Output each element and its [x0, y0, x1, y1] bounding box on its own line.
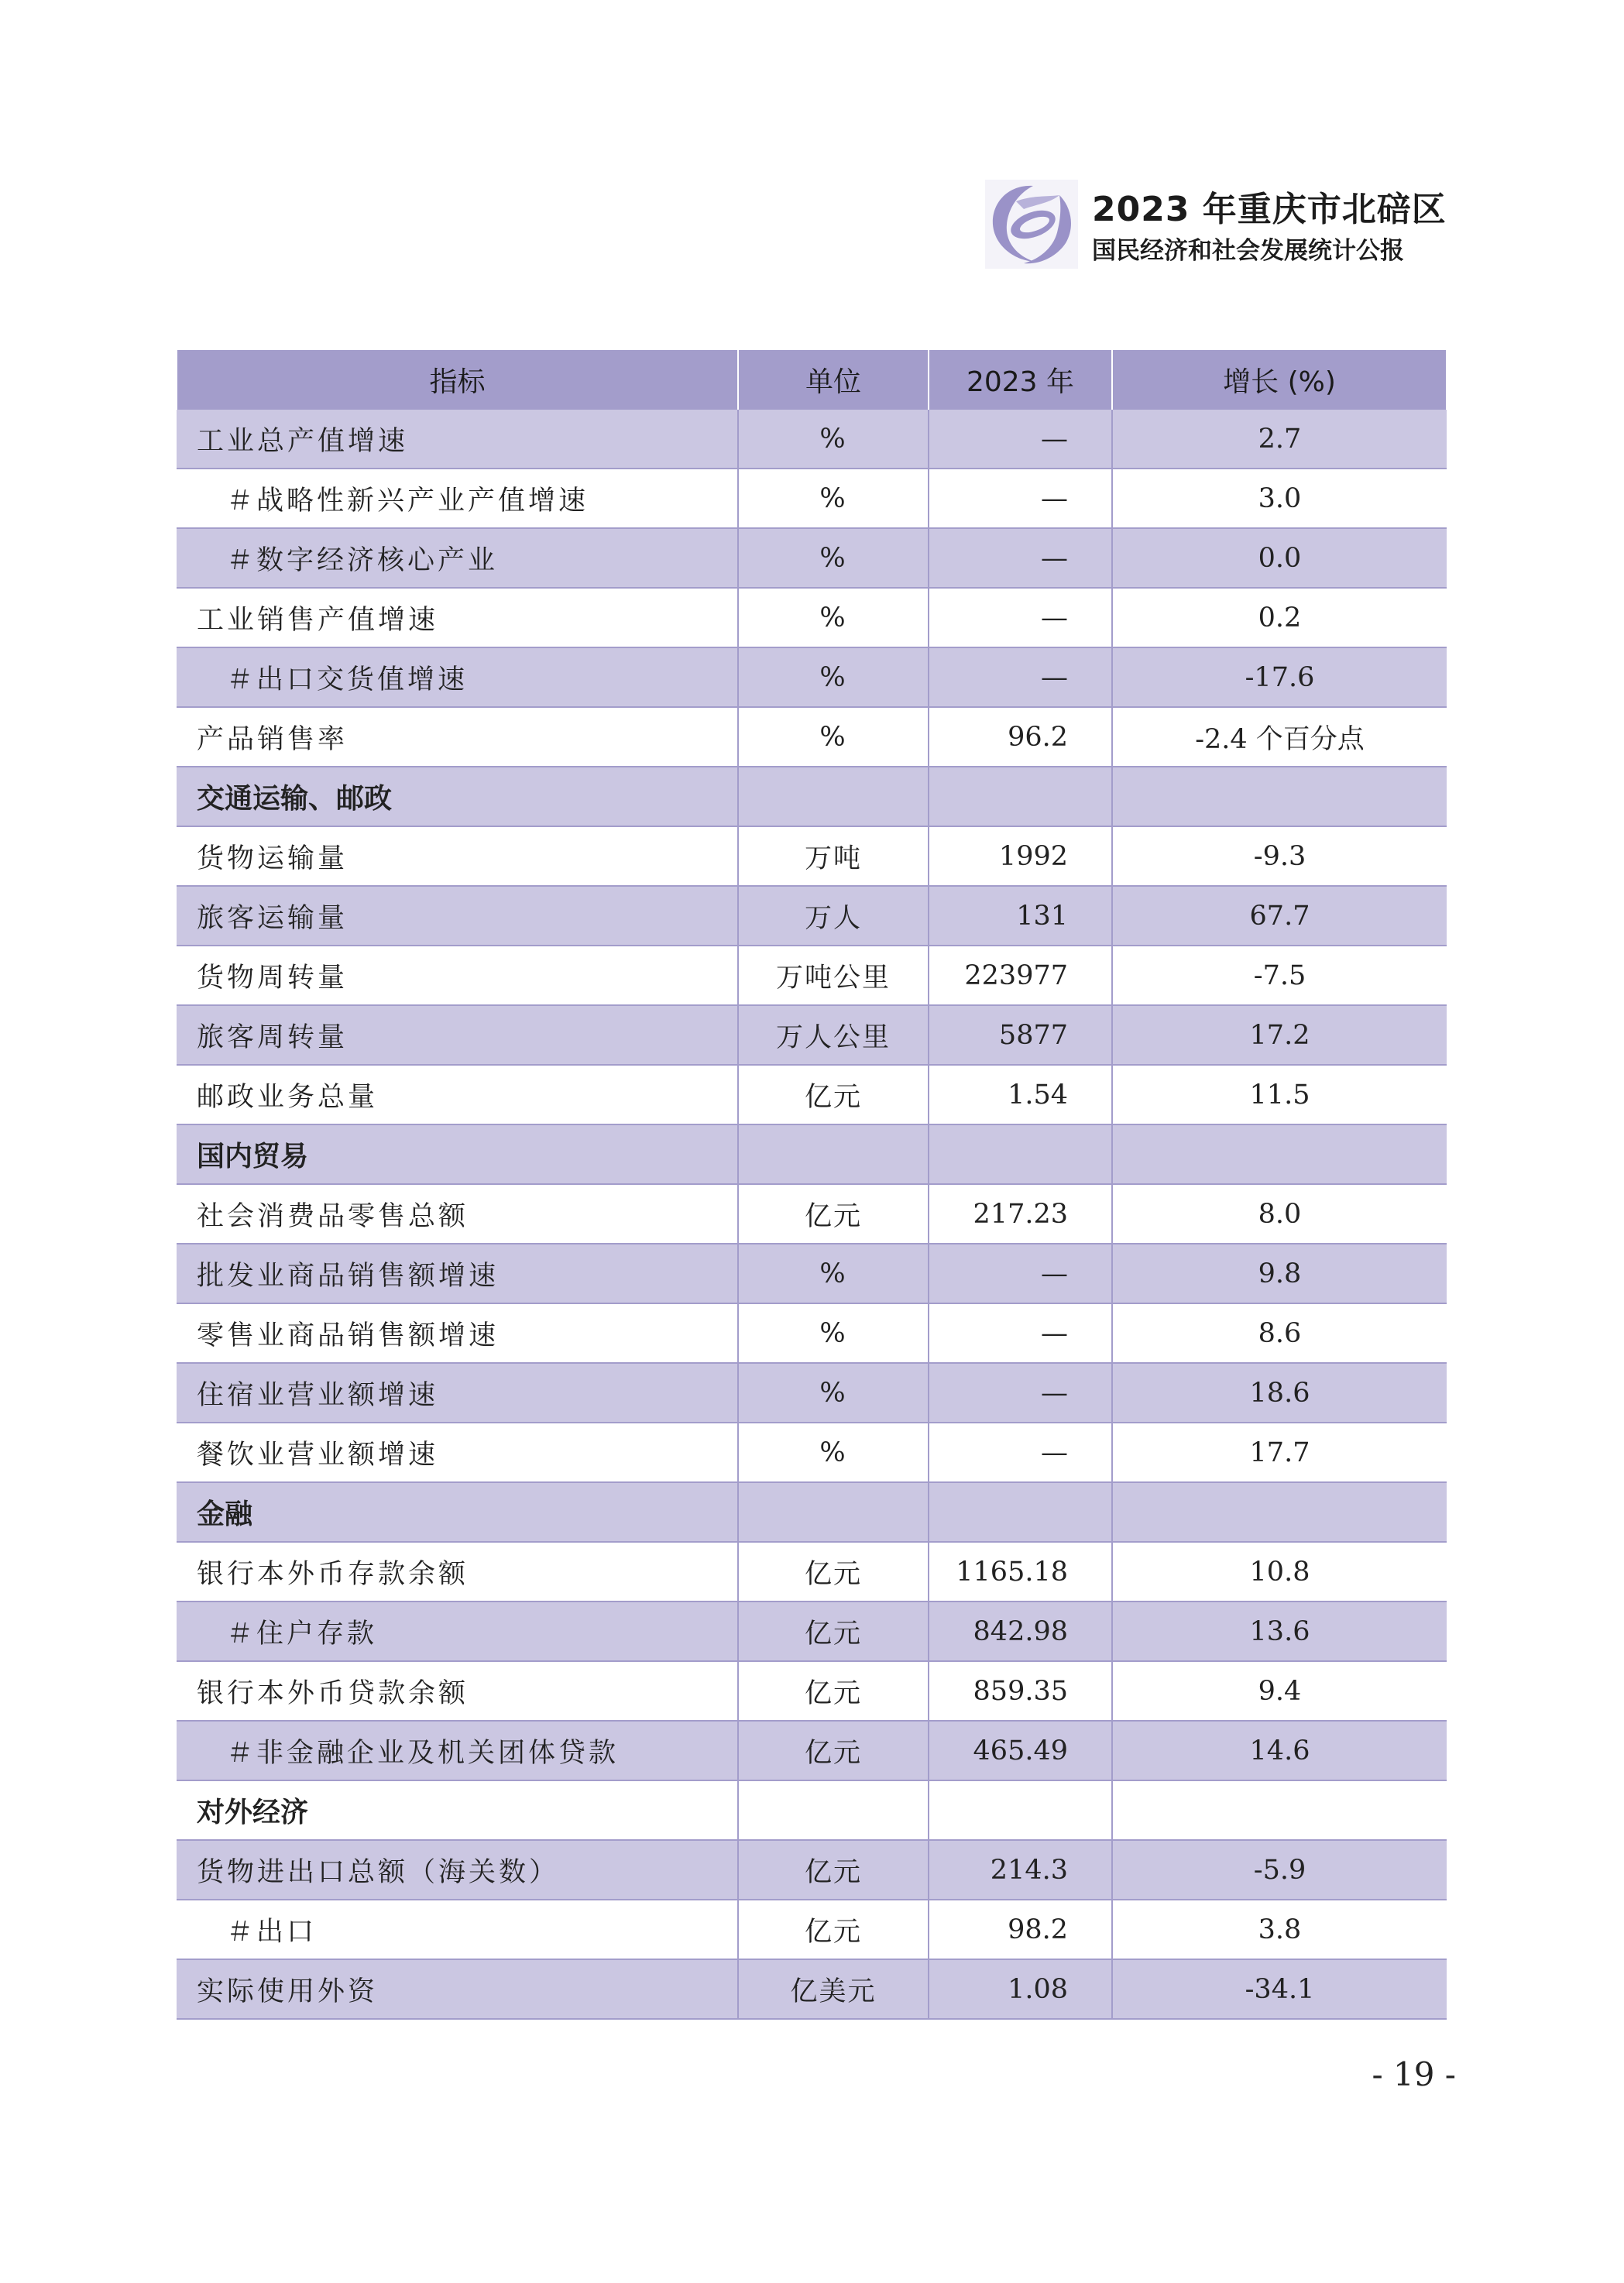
- unit-cell: %: [738, 469, 929, 528]
- indicator-cell: 社会消费品零售总额: [177, 1184, 738, 1244]
- table-row: [177, 588, 1447, 647]
- value-cell: [929, 1780, 1112, 1840]
- table-row: [177, 1065, 1447, 1124]
- value-cell: 842.98: [929, 1602, 1112, 1661]
- indicator-cell: 交通运输、邮政: [177, 767, 738, 826]
- growth-cell: 14.6: [1112, 1721, 1447, 1780]
- growth-cell: -2.4 个百分点: [1112, 707, 1447, 767]
- page-number: - 19 -: [1372, 2055, 1456, 2093]
- column-header-unit: 单位: [738, 350, 929, 410]
- unit-cell: %: [738, 1363, 929, 1423]
- statistics-table: [176, 350, 1447, 2020]
- indicator-cell: 旅客周转量: [177, 1005, 738, 1065]
- value-cell: 96.2: [929, 707, 1112, 767]
- indicator-cell: 旅客运输量: [177, 886, 738, 946]
- growth-cell: 13.6: [1112, 1602, 1447, 1661]
- growth-cell: -17.6: [1112, 647, 1447, 707]
- growth-cell: 0.2: [1112, 588, 1447, 647]
- section-row: [177, 1124, 1447, 1184]
- growth-cell: 8.0: [1112, 1184, 1447, 1244]
- table-row: [177, 1184, 1447, 1244]
- statistics-logo-icon: [985, 180, 1078, 269]
- table-row: [177, 1840, 1447, 1900]
- table-row: [177, 1363, 1447, 1423]
- growth-cell: -34.1: [1112, 1959, 1447, 2019]
- growth-cell: [1112, 1124, 1447, 1184]
- growth-cell: 18.6: [1112, 1363, 1447, 1423]
- report-title-year: 2023 年重庆市北碚区: [1092, 190, 1447, 229]
- value-cell: [929, 1124, 1112, 1184]
- unit-cell: %: [738, 707, 929, 767]
- growth-cell: -5.9: [1112, 1840, 1447, 1900]
- value-cell: —: [929, 1303, 1112, 1363]
- growth-cell: 11.5: [1112, 1065, 1447, 1124]
- table-row: [177, 1602, 1447, 1661]
- value-cell: 217.23: [929, 1184, 1112, 1244]
- growth-cell: 8.6: [1112, 1303, 1447, 1363]
- indicator-cell: ＃数字经济核心产业: [177, 528, 738, 588]
- growth-cell: 2.7: [1112, 410, 1447, 469]
- table-header-row: [177, 350, 1447, 410]
- unit-cell: 亿元: [738, 1542, 929, 1602]
- table-row: [177, 1661, 1447, 1721]
- indicator-cell: ＃战略性新兴产业产值增速: [177, 469, 738, 528]
- table-row: [177, 410, 1447, 469]
- growth-cell: 67.7: [1112, 886, 1447, 946]
- unit-cell: 亿元: [738, 1721, 929, 1780]
- unit-cell: 亿元: [738, 1840, 929, 1900]
- value-cell: —: [929, 647, 1112, 707]
- growth-cell: -7.5: [1112, 946, 1447, 1005]
- growth-cell: [1112, 767, 1447, 826]
- section-row: [177, 1780, 1447, 1840]
- growth-cell: [1112, 1482, 1447, 1542]
- unit-cell: %: [738, 528, 929, 588]
- unit-cell: %: [738, 647, 929, 707]
- table-row: [177, 1542, 1447, 1602]
- unit-cell: [738, 1780, 929, 1840]
- column-header-indicator: 指标: [177, 350, 738, 410]
- growth-cell: -9.3: [1112, 826, 1447, 886]
- value-cell: —: [929, 528, 1112, 588]
- table-row: [177, 1959, 1447, 2019]
- value-cell: [929, 767, 1112, 826]
- section-row: [177, 767, 1447, 826]
- unit-cell: %: [738, 1423, 929, 1482]
- unit-cell: 亿元: [738, 1900, 929, 1959]
- indicator-cell: 银行本外币贷款余额: [177, 1661, 738, 1721]
- value-cell: 859.35: [929, 1661, 1112, 1721]
- growth-cell: 3.8: [1112, 1900, 1447, 1959]
- growth-cell: 10.8: [1112, 1542, 1447, 1602]
- unit-cell: %: [738, 1244, 929, 1303]
- indicator-cell: ＃住户存款: [177, 1602, 738, 1661]
- indicator-cell: ＃出口交货值增速: [177, 647, 738, 707]
- unit-cell: 亿元: [738, 1184, 929, 1244]
- value-cell: 98.2: [929, 1900, 1112, 1959]
- table-row: [177, 946, 1447, 1005]
- unit-cell: [738, 767, 929, 826]
- table-row: [177, 1005, 1447, 1065]
- value-cell: 1992: [929, 826, 1112, 886]
- value-cell: 465.49: [929, 1721, 1112, 1780]
- indicator-cell: 批发业商品销售额增速: [177, 1244, 738, 1303]
- unit-cell: %: [738, 410, 929, 469]
- indicator-cell: 国内贸易: [177, 1124, 738, 1184]
- section-row: [177, 1482, 1447, 1542]
- value-cell: —: [929, 1363, 1112, 1423]
- table-row: [177, 1423, 1447, 1482]
- indicator-cell: 银行本外币存款余额: [177, 1542, 738, 1602]
- table-row: [177, 886, 1447, 946]
- indicator-cell: 货物进出口总额（海关数）: [177, 1840, 738, 1900]
- unit-cell: 万人: [738, 886, 929, 946]
- report-title-subtitle: 国民经济和社会发展统计公报: [1092, 237, 1404, 265]
- value-cell: —: [929, 1423, 1112, 1482]
- unit-cell: 万吨: [738, 826, 929, 886]
- indicator-cell: 货物运输量: [177, 826, 738, 886]
- growth-cell: 9.8: [1112, 1244, 1447, 1303]
- indicator-cell: 邮政业务总量: [177, 1065, 738, 1124]
- unit-cell: 亿元: [738, 1661, 929, 1721]
- column-header-growth: 增长 (%): [1112, 350, 1447, 410]
- unit-cell: 亿元: [738, 1065, 929, 1124]
- indicator-cell: 金融: [177, 1482, 738, 1542]
- table-row: [177, 707, 1447, 767]
- table-row: [177, 1721, 1447, 1780]
- value-cell: 1165.18: [929, 1542, 1112, 1602]
- indicator-cell: 餐饮业营业额增速: [177, 1423, 738, 1482]
- growth-cell: [1112, 1780, 1447, 1840]
- value-cell: 223977: [929, 946, 1112, 1005]
- table-row: [177, 647, 1447, 707]
- growth-cell: 9.4: [1112, 1661, 1447, 1721]
- indicator-cell: 零售业商品销售额增速: [177, 1303, 738, 1363]
- indicator-cell: 工业销售产值增速: [177, 588, 738, 647]
- indicator-cell: 产品销售率: [177, 707, 738, 767]
- indicator-cell: 货物周转量: [177, 946, 738, 1005]
- unit-cell: 万人公里: [738, 1005, 929, 1065]
- value-cell: —: [929, 410, 1112, 469]
- unit-cell: %: [738, 1303, 929, 1363]
- value-cell: 1.08: [929, 1959, 1112, 2019]
- value-cell: —: [929, 469, 1112, 528]
- value-cell: 5877: [929, 1005, 1112, 1065]
- indicator-cell: ＃非金融企业及机关团体贷款: [177, 1721, 738, 1780]
- unit-cell: 万吨公里: [738, 946, 929, 1005]
- unit-cell: %: [738, 588, 929, 647]
- value-cell: [929, 1482, 1112, 1542]
- table-row: [177, 1244, 1447, 1303]
- growth-cell: 0.0: [1112, 528, 1447, 588]
- table-row: [177, 1900, 1447, 1959]
- report-header: [985, 180, 1465, 273]
- growth-cell: 17.7: [1112, 1423, 1447, 1482]
- indicator-cell: 对外经济: [177, 1780, 738, 1840]
- growth-cell: 3.0: [1112, 469, 1447, 528]
- indicator-cell: 工业总产值增速: [177, 410, 738, 469]
- value-cell: 1.54: [929, 1065, 1112, 1124]
- table-row: [177, 469, 1447, 528]
- growth-cell: 17.2: [1112, 1005, 1447, 1065]
- indicator-cell: 住宿业营业额增速: [177, 1363, 738, 1423]
- table-row: [177, 826, 1447, 886]
- indicator-cell: 实际使用外资: [177, 1959, 738, 2019]
- column-header-year: 2023 年: [929, 350, 1112, 410]
- value-cell: —: [929, 1244, 1112, 1303]
- value-cell: 131: [929, 886, 1112, 946]
- value-cell: —: [929, 588, 1112, 647]
- unit-cell: [738, 1124, 929, 1184]
- unit-cell: 亿美元: [738, 1959, 929, 2019]
- unit-cell: [738, 1482, 929, 1542]
- value-cell: 214.3: [929, 1840, 1112, 1900]
- table-row: [177, 528, 1447, 588]
- table-row: [177, 1303, 1447, 1363]
- indicator-cell: ＃出口: [177, 1900, 738, 1959]
- unit-cell: 亿元: [738, 1602, 929, 1661]
